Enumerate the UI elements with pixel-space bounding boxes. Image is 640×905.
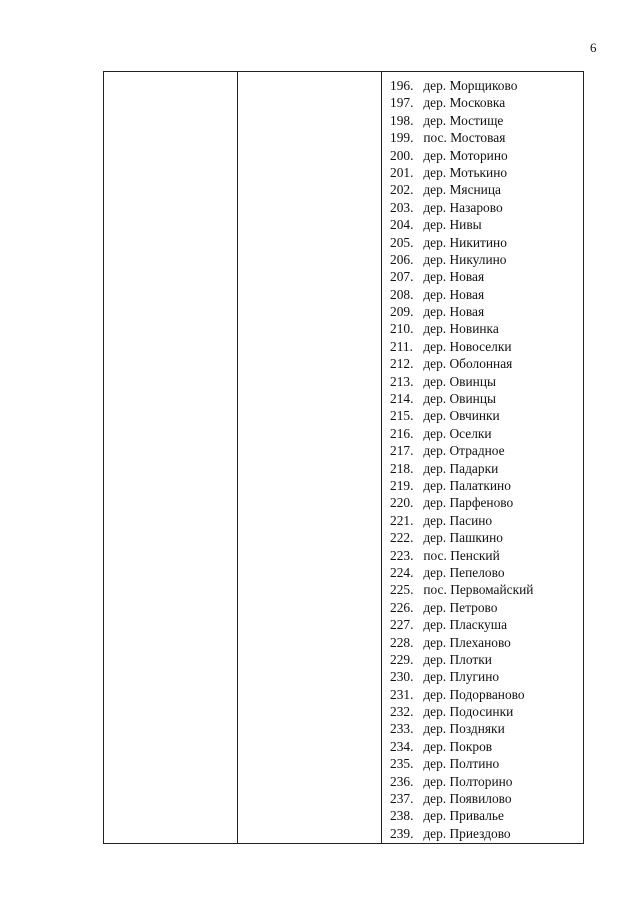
settlement-name: дер. Плотки (423, 651, 492, 667)
list-item (390, 251, 533, 268)
settlement-name: дер. Пепелово (423, 564, 505, 580)
item-number: 198. (390, 112, 414, 128)
item-number: 214. (390, 391, 414, 407)
list-item (390, 460, 533, 477)
settlement-name: пос. Мостовая (423, 130, 506, 146)
list-item (390, 825, 533, 842)
list-item (390, 181, 533, 198)
list-item (390, 634, 533, 651)
settlement-name: дер. Падарки (423, 460, 499, 476)
list-item (390, 129, 533, 146)
list-item (390, 373, 533, 390)
item-number: 207. (390, 269, 414, 285)
column-divider (237, 72, 238, 843)
item-number: 213. (390, 373, 414, 389)
list-item (390, 773, 533, 790)
settlement-name: дер. Парфеново (423, 495, 514, 511)
item-number: 234. (390, 738, 414, 754)
item-number: 220. (390, 495, 414, 511)
item-number: 219. (390, 477, 414, 493)
list-item (390, 807, 533, 824)
list-item (390, 668, 533, 685)
column-divider (381, 72, 382, 843)
settlement-name: дер. Плугино (423, 669, 500, 685)
list-item (390, 216, 533, 233)
list-item (390, 147, 533, 164)
settlement-name: дер. Полтино (423, 756, 500, 772)
item-number: 206. (390, 251, 414, 267)
item-number: 229. (390, 651, 414, 667)
list-item (390, 599, 533, 616)
settlement-name: пос. Первомайский (423, 582, 534, 598)
settlement-name: дер. Полторино (423, 773, 513, 789)
list-item (390, 529, 533, 546)
settlement-name: дер. Пасино (423, 512, 493, 528)
settlement-name: дер. Приездово (423, 825, 511, 841)
item-number: 197. (390, 95, 414, 111)
list-item (390, 494, 533, 511)
item-number: 223. (390, 547, 414, 563)
item-number: 210. (390, 321, 414, 337)
list-item (390, 286, 533, 303)
settlement-name: дер. Привалье (423, 808, 504, 824)
list-item (390, 755, 533, 772)
list-item (390, 790, 533, 807)
list-item (390, 268, 533, 285)
settlement-name: дер. Оселки (423, 425, 492, 441)
list-item (390, 425, 533, 442)
list-item (390, 581, 533, 598)
list-item (390, 477, 533, 494)
item-number: 222. (390, 530, 414, 546)
settlement-name: дер. Покров (423, 738, 493, 754)
item-number: 235. (390, 756, 414, 772)
item-number: 239. (390, 825, 414, 841)
item-number: 227. (390, 617, 414, 633)
item-number: 218. (390, 460, 414, 476)
settlement-name: дер. Мотькино (423, 164, 508, 180)
settlement-name: дер. Подорваново (423, 686, 525, 702)
item-number: 203. (390, 199, 414, 215)
item-number: 204. (390, 217, 414, 233)
list-item (390, 738, 533, 755)
settlement-name: дер. Назарово (423, 199, 503, 215)
item-number: 236. (390, 773, 414, 789)
settlement-name: дер. Пашкино (423, 530, 503, 546)
list-item (390, 407, 533, 424)
settlement-name: дер. Морщиково (423, 78, 518, 93)
settlement-list (390, 77, 533, 842)
list-item (390, 77, 533, 94)
settlement-name: дер. Плеханово (423, 634, 511, 650)
list-item (390, 355, 533, 372)
list-item (390, 442, 533, 459)
item-number: 215. (390, 408, 414, 424)
settlement-name: дер. Моторино (423, 147, 508, 163)
item-number: 200. (390, 147, 414, 163)
list-item (390, 234, 533, 251)
list-item (390, 512, 533, 529)
item-number: 211. (390, 338, 413, 354)
item-number: 228. (390, 634, 414, 650)
item-number: 230. (390, 669, 414, 685)
settlement-name: дер. Овинцы (423, 373, 496, 389)
list-item (390, 703, 533, 720)
item-number: 205. (390, 234, 414, 250)
item-number: 202. (390, 182, 414, 198)
list-item (390, 651, 533, 668)
item-number: 221. (390, 512, 414, 528)
item-number: 226. (390, 599, 414, 615)
item-number: 224. (390, 564, 414, 580)
settlement-name: дер. Никулино (423, 251, 507, 267)
item-number: 238. (390, 808, 414, 824)
item-number: 217. (390, 443, 414, 459)
settlement-name: дер. Новая (423, 286, 485, 302)
settlement-name: дер. Никитино (423, 234, 507, 250)
list-item (390, 112, 533, 129)
settlement-name: дер. Овчинки (423, 408, 500, 424)
settlement-name: дер. Новая (423, 269, 485, 285)
settlement-name: дер. Нивы (423, 217, 482, 233)
item-number: 237. (390, 791, 414, 807)
list-item (390, 720, 533, 737)
item-number: 231. (390, 686, 414, 702)
list-item (390, 616, 533, 633)
settlement-name: дер. Овинцы (423, 391, 496, 407)
item-number: 209. (390, 304, 414, 320)
item-number: 199. (390, 130, 414, 146)
item-number: 233. (390, 721, 414, 737)
list-item (390, 199, 533, 216)
item-number: 225. (390, 582, 414, 598)
list-item (390, 320, 533, 337)
item-number: 216. (390, 425, 414, 441)
item-number: 232. (390, 704, 414, 720)
settlement-name: дер. Появилово (423, 791, 512, 807)
settlement-name: дер. Мясница (423, 182, 501, 198)
settlement-name: дер. Мостище (423, 112, 504, 128)
settlement-name: дер. Поздняки (423, 721, 505, 737)
list-item (390, 547, 533, 564)
settlement-name: дер. Палаткино (423, 477, 511, 493)
list-item (390, 303, 533, 320)
item-number: 212. (390, 356, 414, 372)
list-item (390, 390, 533, 407)
settlements-table (103, 71, 584, 844)
settlement-name: дер. Новоселки (423, 338, 512, 354)
page-number: 6 (590, 40, 597, 55)
settlement-name: дер. Петрово (423, 599, 498, 615)
settlement-name: пос. Пенский (423, 547, 500, 563)
list-item (390, 164, 533, 181)
settlement-name: дер. Новинка (423, 321, 499, 337)
item-number: 196. (390, 78, 414, 93)
list-item (390, 686, 533, 703)
list-item (390, 564, 533, 581)
settlement-name: дер. Московка (423, 95, 506, 111)
settlement-name: дер. Отрадное (423, 443, 505, 459)
settlement-name: дер. Пласкуша (423, 617, 508, 633)
settlement-name: дер. Оболонная (423, 356, 513, 372)
item-number: 208. (390, 286, 414, 302)
list-item (390, 94, 533, 111)
item-number: 201. (390, 164, 414, 180)
settlement-name: дер. Новая (423, 304, 485, 320)
list-item (390, 338, 533, 355)
settlement-name: дер. Подосинки (423, 704, 514, 720)
